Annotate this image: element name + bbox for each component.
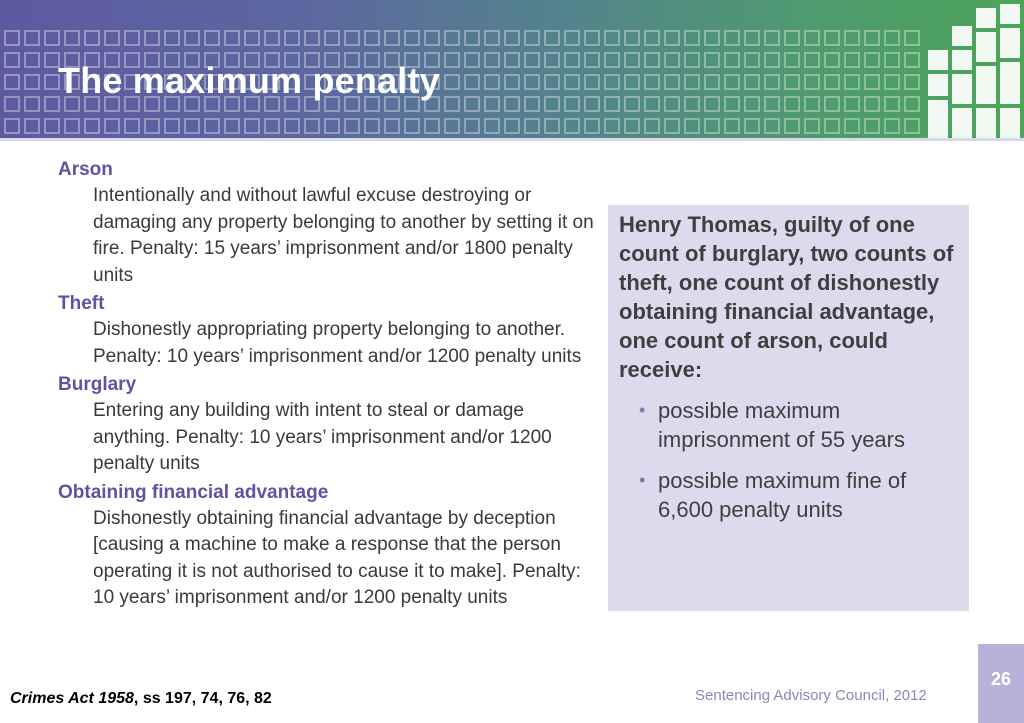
pattern-square	[824, 30, 840, 46]
definition-term-arson: Arson	[58, 159, 113, 180]
definitions-list	[58, 157, 598, 614]
pattern-square	[184, 30, 200, 46]
pattern-square	[464, 74, 480, 90]
pattern-square	[844, 30, 860, 46]
pattern-square	[144, 30, 160, 46]
pattern-square	[884, 30, 900, 46]
case-summary-panel	[608, 205, 969, 611]
pattern-square	[644, 118, 660, 134]
pattern-square	[744, 30, 760, 46]
pattern-square	[84, 118, 100, 134]
pattern-square	[124, 118, 140, 134]
legislation-citation	[10, 690, 272, 708]
pattern-square	[704, 52, 720, 68]
pattern-square	[324, 30, 340, 46]
pattern-square	[264, 118, 280, 134]
pattern-square	[504, 96, 520, 112]
pattern-square	[444, 52, 460, 68]
pattern-square	[704, 96, 720, 112]
banner-corner-logo	[914, 0, 1024, 138]
pattern-square	[664, 30, 680, 46]
pattern-square	[764, 118, 780, 134]
pattern-square	[824, 118, 840, 134]
pattern-square	[684, 52, 700, 68]
pattern-square	[4, 30, 20, 46]
pattern-square	[484, 118, 500, 134]
pattern-square	[584, 118, 600, 134]
pattern-square	[4, 96, 20, 112]
pattern-square	[484, 96, 500, 112]
pattern-square	[304, 30, 320, 46]
pattern-square	[504, 118, 520, 134]
pattern-square	[784, 74, 800, 90]
pattern-square	[564, 118, 580, 134]
penalty-item-fine	[639, 466, 959, 524]
pattern-square	[484, 30, 500, 46]
definition-text-financial-advantage: Dishonestly obtaining financial advantage by deception [causing a machine to make a response that the person operating it is not authorised to cause it to make]. Penalty: 10 years’ imprisonment and/or 1200 penalty units	[93, 507, 581, 608]
penalty-item-imprisonment	[639, 396, 959, 454]
pattern-square	[864, 118, 880, 134]
pattern-square	[704, 74, 720, 90]
pattern-square	[604, 118, 620, 134]
pattern-square	[144, 118, 160, 134]
banner-divider	[0, 138, 1024, 141]
penalty-text: possible maximum fine of 6,600 penalty units	[658, 468, 907, 522]
pattern-square	[504, 74, 520, 90]
act-name: Crimes Act 1958	[10, 690, 134, 707]
pattern-square	[664, 52, 680, 68]
pattern-square	[344, 118, 360, 134]
pattern-square	[784, 96, 800, 112]
pattern-square	[584, 74, 600, 90]
pattern-square	[464, 52, 480, 68]
banner-pattern-row	[4, 30, 920, 50]
pattern-square	[84, 30, 100, 46]
pattern-square	[744, 96, 760, 112]
pattern-square	[584, 30, 600, 46]
pattern-square	[524, 74, 540, 90]
pattern-square	[884, 74, 900, 90]
definition-term-financial-advantage: Obtaining financial advantage	[58, 481, 329, 503]
pattern-square	[864, 30, 880, 46]
definition-text-burglary: Entering any building with intent to steal or damage anything. Penalty: 10 years’ imprisonment and/or 1200 penalty units	[93, 400, 552, 474]
pattern-square	[244, 30, 260, 46]
pattern-square	[844, 118, 860, 134]
pattern-square	[664, 74, 680, 90]
pattern-square	[864, 52, 880, 68]
pattern-square	[444, 118, 460, 134]
pattern-square	[304, 118, 320, 134]
pattern-square	[544, 96, 560, 112]
pattern-square	[624, 74, 640, 90]
pattern-square	[844, 52, 860, 68]
pattern-square	[244, 118, 260, 134]
pattern-square	[64, 30, 80, 46]
pattern-square	[564, 30, 580, 46]
pattern-square	[684, 118, 700, 134]
pattern-square	[404, 118, 420, 134]
pattern-square	[804, 96, 820, 112]
pattern-square	[224, 118, 240, 134]
pattern-square	[884, 96, 900, 112]
pattern-square	[24, 96, 40, 112]
pattern-square	[544, 52, 560, 68]
pattern-square	[464, 96, 480, 112]
pattern-square	[684, 30, 700, 46]
pattern-square	[724, 52, 740, 68]
pattern-square	[584, 52, 600, 68]
penalty-list	[619, 396, 959, 524]
pattern-square	[624, 30, 640, 46]
pattern-square	[724, 30, 740, 46]
pattern-square	[564, 52, 580, 68]
pattern-square	[864, 74, 880, 90]
pattern-square	[764, 96, 780, 112]
pattern-square	[604, 30, 620, 46]
pattern-square	[64, 118, 80, 134]
pattern-square	[24, 30, 40, 46]
pattern-square	[844, 96, 860, 112]
pattern-square	[804, 30, 820, 46]
pattern-square	[364, 118, 380, 134]
pattern-square	[744, 52, 760, 68]
pattern-square	[884, 118, 900, 134]
pattern-square	[384, 118, 400, 134]
pattern-square	[384, 30, 400, 46]
pattern-square	[724, 74, 740, 90]
pattern-square	[444, 96, 460, 112]
pattern-square	[484, 74, 500, 90]
pattern-square	[24, 118, 40, 134]
header-banner	[0, 0, 1024, 138]
pattern-square	[4, 52, 20, 68]
pattern-square	[724, 118, 740, 134]
pattern-square	[544, 74, 560, 90]
pattern-square	[4, 118, 20, 134]
pattern-square	[524, 118, 540, 134]
pattern-square	[824, 52, 840, 68]
pattern-square	[464, 30, 480, 46]
pattern-square	[524, 30, 540, 46]
pattern-square	[344, 30, 360, 46]
pattern-square	[4, 74, 20, 90]
pattern-square	[604, 96, 620, 112]
pattern-square	[524, 52, 540, 68]
slide-title: The maximum penalty	[58, 60, 440, 101]
pattern-square	[784, 118, 800, 134]
bullet-icon: •	[639, 470, 646, 490]
page-number-badge: 26	[978, 644, 1024, 723]
pattern-square	[684, 74, 700, 90]
pattern-square	[164, 118, 180, 134]
pattern-square	[804, 52, 820, 68]
pattern-square	[844, 74, 860, 90]
pattern-square	[504, 30, 520, 46]
pattern-square	[864, 96, 880, 112]
pattern-square	[104, 30, 120, 46]
pattern-square	[24, 52, 40, 68]
pattern-square	[804, 118, 820, 134]
pattern-square	[704, 118, 720, 134]
definition-term-burglary: Burglary	[58, 374, 137, 395]
pattern-square	[424, 30, 440, 46]
pattern-square	[284, 118, 300, 134]
pattern-square	[284, 30, 300, 46]
pattern-square	[204, 118, 220, 134]
pattern-square	[444, 30, 460, 46]
pattern-square	[124, 30, 140, 46]
pattern-square	[44, 30, 60, 46]
pattern-square	[644, 74, 660, 90]
pattern-square	[664, 96, 680, 112]
pattern-square	[204, 30, 220, 46]
pattern-square	[224, 30, 240, 46]
pattern-square	[744, 74, 760, 90]
pattern-square	[624, 118, 640, 134]
pattern-square	[544, 30, 560, 46]
pattern-square	[724, 96, 740, 112]
pattern-square	[604, 74, 620, 90]
pattern-square	[164, 30, 180, 46]
footer-council: Sentencing Advisory Council, 2012	[695, 687, 927, 704]
pattern-square	[484, 52, 500, 68]
banner-pattern-row	[4, 118, 920, 138]
pattern-square	[624, 96, 640, 112]
pattern-square	[584, 96, 600, 112]
pattern-square	[804, 74, 820, 90]
pattern-square	[784, 52, 800, 68]
pattern-square	[544, 118, 560, 134]
pattern-square	[744, 118, 760, 134]
pattern-square	[824, 74, 840, 90]
pattern-square	[184, 118, 200, 134]
pattern-square	[524, 96, 540, 112]
definition-text-theft: Dishonestly appropriating property belonging to another. Penalty: 10 years’ imprisonment and/or 1200 penalty units	[93, 319, 582, 367]
pattern-square	[264, 30, 280, 46]
pattern-square	[24, 74, 40, 90]
pattern-square	[764, 52, 780, 68]
pattern-square	[564, 96, 580, 112]
definition-term-theft: Theft	[58, 293, 105, 314]
pattern-square	[624, 52, 640, 68]
pattern-square	[764, 30, 780, 46]
case-summary-lead: Henry Thomas, guilty of one count of burglary, two counts of theft, one count of dishonestly obtaining financial advantage, one count of arson, could receive:	[619, 212, 954, 382]
pattern-square	[324, 118, 340, 134]
pattern-square	[644, 52, 660, 68]
pattern-square	[104, 118, 120, 134]
act-sections: , ss 197, 74, 76, 82	[133, 690, 272, 707]
pattern-square	[444, 74, 460, 90]
pattern-square	[644, 96, 660, 112]
pattern-square	[464, 118, 480, 134]
pattern-square	[424, 118, 440, 134]
pattern-square	[784, 30, 800, 46]
pattern-square	[644, 30, 660, 46]
penalty-text: possible maximum imprisonment of 55 years	[658, 398, 905, 452]
pattern-square	[684, 96, 700, 112]
definition-text-arson: Intentionally and without lawful excuse destroying or damaging any property belonging to another by setting it on fire. Penalty: 15 years’ imprisonment and/or 1800 penalty units	[93, 185, 594, 286]
pattern-square	[704, 30, 720, 46]
pattern-square	[564, 74, 580, 90]
pattern-square	[404, 30, 420, 46]
pattern-square	[764, 74, 780, 90]
pattern-square	[44, 118, 60, 134]
pattern-square	[364, 30, 380, 46]
pattern-square	[824, 96, 840, 112]
pattern-square	[664, 118, 680, 134]
pattern-square	[604, 52, 620, 68]
pattern-square	[884, 52, 900, 68]
pattern-square	[504, 52, 520, 68]
bullet-icon: •	[639, 400, 646, 420]
